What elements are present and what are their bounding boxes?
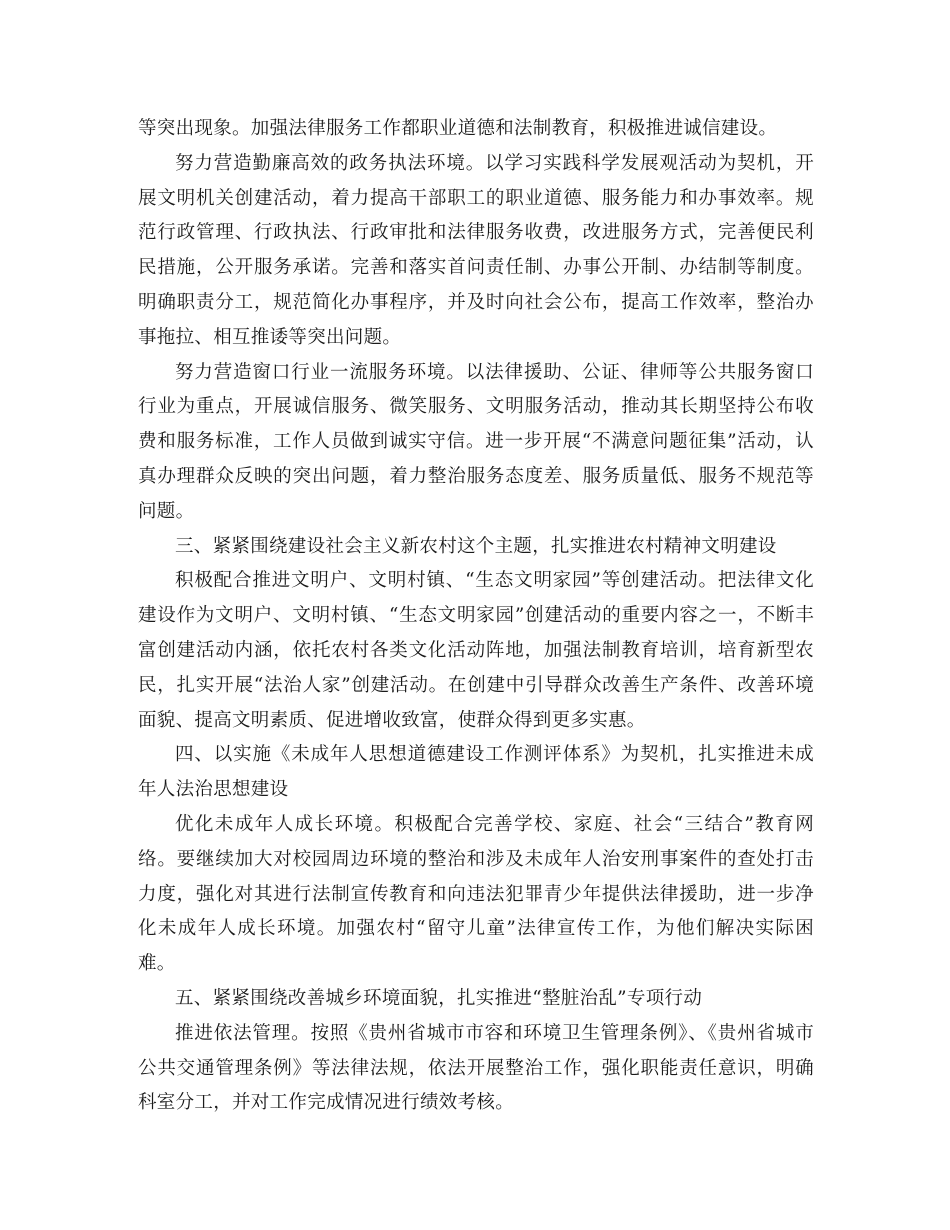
paragraph-lawful-management: 推进依法管理。按照《贵州省城市市容和环境卫生管理条例》、《贵州省城市公共交通管理条例》等法律法规，依法开展整治工作，强化职能责任意识，明确科室分工，并对工作完成情况进行绩效考核。 — [138, 1022, 814, 1114]
paragraph-minors-environment: 优化未成年人成长环境。积极配合完善学校、家庭、社会“三结合”教育网络。要继续加大对校园周边环境的整治和涉及未成年人治安刑事案件的查处打击力度，强化对其进行法制宣传教育和向违法犯罪青少年提供法律援助，进一步净化未成年人成长环境。加强农村“留守儿童”法律宣传工作，为他们解决实际困难。 — [138, 813, 814, 975]
section-heading-rural: 三、紧紧围绕建设社会主义新农村这个主题，扎实推进农村精神文明建设 — [175, 535, 777, 557]
paragraph-government-environment: 努力营造勤廉高效的政务执法环境。以学习实践科学发展观活动为契机，开展文明机关创建活动，着力提高干部职工的职业道德、服务能力和办事效率。规范行政管理、行政执法、行政审批和法律服务收费，改进服务方式，完善便民利民措施，公开服务承诺。完善和落实首问责任制、办事公开制、办结制等制度。明确职责分工，规范简化办事程序，并及时向社会公布，提高工作效率，整治办事拖拉、相互推诿等突出问题。 — [138, 152, 814, 348]
paragraph-continuation: 等突出现象。加强法律服务工作都职业道德和法制教育，积极推进诚信建设。 — [138, 118, 778, 139]
section-heading-minors: 四、以实施《未成年人思想道德建设工作测评体系》为契机，扎实推进未成年人法治思想建设 — [138, 744, 814, 801]
paragraph-window-service: 努力营造窗口行业一流服务环境。以法律援助、公证、律师等公共服务窗口行业为重点，开展诚信服务、微笑服务、文明服务活动，推动其长期坚持公布收费和服务标准，工作人员做到诚实守信。进一步开展“不满意问题征集”活动，认真办理群众反映的突出问题，着力整治服务态度差、服务质量低、服务不规范等问题。 — [138, 361, 814, 522]
document-body — [138, 112, 814, 1121]
section-heading-urban: 五、紧紧围绕改善城乡环境面貌，扎实推进“整脏治乱”专项行动 — [175, 987, 703, 1009]
paragraph-rural-creation: 积极配合推进文明户、文明村镇、“生态文明家园”等创建活动。把法律文化建设作为文明户、文明村镇、“生态文明家园”创建活动的重要内容之一，不断丰富创建活动内涵，依托农村各类文化活动阵地，加强法制教育培训，培育新型农民，扎实开展“法治人家”创建活动。在创建中引导群众改善生产条件、改善环境面貌、提高文明素质、促进增收致富，使群众得到更多实惠。 — [138, 570, 814, 731]
